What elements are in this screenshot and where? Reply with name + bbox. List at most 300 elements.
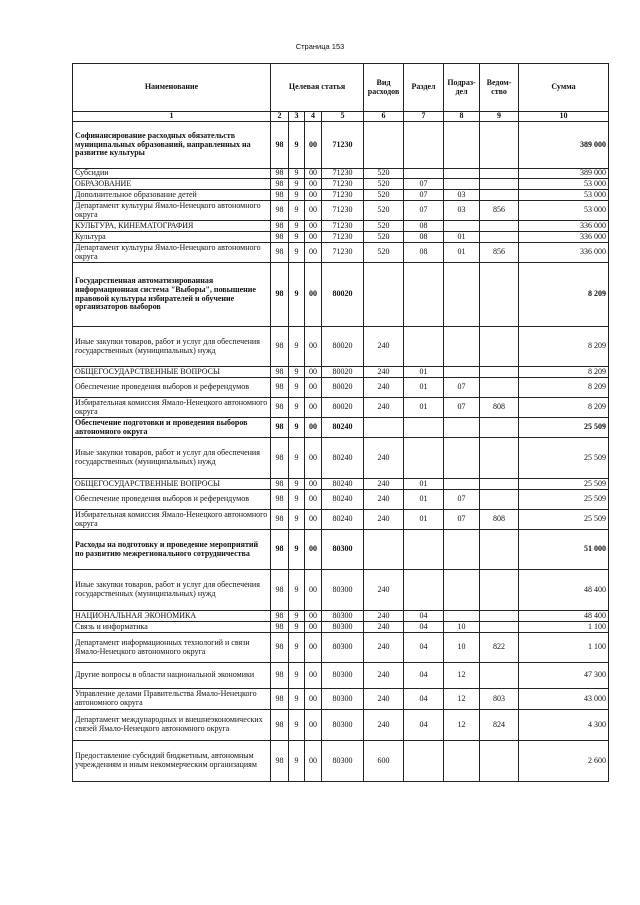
table-row bbox=[73, 243, 609, 263]
group-code-cell: 00 bbox=[305, 232, 322, 243]
department-cell bbox=[480, 232, 519, 243]
section-cell: 01 bbox=[404, 490, 444, 510]
table-row bbox=[73, 490, 609, 510]
subprogram-code-cell: 9 bbox=[289, 490, 305, 510]
subsection-cell: 07 bbox=[444, 398, 480, 418]
table-row bbox=[73, 263, 609, 327]
expense-type-cell: 240 bbox=[364, 510, 404, 530]
row-name-cell: Обеспечение проведения выборов и референдумов bbox=[73, 490, 271, 510]
row-name-cell: Софинансирование расходных обязательств муниципальных образований, направленных на развитие культуры bbox=[73, 122, 271, 169]
row-name-cell: Связь и информатика bbox=[73, 622, 271, 633]
expense-type-cell: 240 bbox=[364, 378, 404, 398]
amount-cell: 25 509 bbox=[519, 510, 609, 530]
group-code-cell: 00 bbox=[305, 438, 322, 479]
subprogram-code-cell: 9 bbox=[289, 378, 305, 398]
department-cell bbox=[480, 190, 519, 201]
column-number-row bbox=[73, 112, 609, 122]
subprogram-code-cell: 9 bbox=[289, 243, 305, 263]
subsection-cell: 12 bbox=[444, 663, 480, 689]
program-code-cell: 98 bbox=[271, 689, 289, 710]
program-code-cell: 98 bbox=[271, 263, 289, 327]
subsection-cell bbox=[444, 741, 480, 782]
department-cell bbox=[480, 122, 519, 169]
column-number: 10 bbox=[519, 112, 609, 122]
program-code-cell: 98 bbox=[271, 327, 289, 367]
group-code-cell: 00 bbox=[305, 327, 322, 367]
group-code-cell: 00 bbox=[305, 221, 322, 232]
subprogram-code-cell: 9 bbox=[289, 633, 305, 663]
table-row bbox=[73, 438, 609, 479]
amount-cell: 48 400 bbox=[519, 570, 609, 611]
row-name-cell: Управление делами Правительства Ямало-Ненецкого автономного округа bbox=[73, 689, 271, 710]
expense-type-cell: 520 bbox=[364, 221, 404, 232]
department-cell: 808 bbox=[480, 510, 519, 530]
program-code-cell: 98 bbox=[271, 201, 289, 221]
table-row bbox=[73, 122, 609, 169]
department-cell bbox=[480, 169, 519, 179]
program-code-cell: 98 bbox=[271, 710, 289, 741]
header-target: Целевая статья bbox=[271, 64, 364, 112]
item-code-cell: 71230 bbox=[322, 179, 364, 190]
item-code-cell: 71230 bbox=[322, 201, 364, 221]
group-code-cell: 00 bbox=[305, 378, 322, 398]
table-row bbox=[73, 622, 609, 633]
row-name-cell: Департамент информационных технологий и связи Ямало-Ненецкого автономного округа bbox=[73, 633, 271, 663]
column-number: 4 bbox=[305, 112, 322, 122]
group-code-cell: 00 bbox=[305, 741, 322, 782]
department-cell: 856 bbox=[480, 243, 519, 263]
table-row bbox=[73, 710, 609, 741]
table-row bbox=[73, 378, 609, 398]
column-number: 2 bbox=[271, 112, 289, 122]
program-code-cell: 98 bbox=[271, 622, 289, 633]
subsection-cell: 12 bbox=[444, 689, 480, 710]
header-razdel: Раздел bbox=[404, 64, 444, 112]
amount-cell: 48 400 bbox=[519, 611, 609, 622]
group-code-cell: 00 bbox=[305, 622, 322, 633]
row-name-cell: Департамент культуры Ямало-Ненецкого автономного округа bbox=[73, 243, 271, 263]
row-name-cell: Обеспечение проведения выборов и референдумов bbox=[73, 378, 271, 398]
section-cell bbox=[404, 418, 444, 438]
item-code-cell: 80300 bbox=[322, 741, 364, 782]
row-name-cell: ОБРАЗОВАНИЕ bbox=[73, 179, 271, 190]
subsection-cell: 10 bbox=[444, 622, 480, 633]
item-code-cell: 71230 bbox=[322, 122, 364, 169]
table-row bbox=[73, 479, 609, 490]
group-code-cell: 00 bbox=[305, 663, 322, 689]
subprogram-code-cell: 9 bbox=[289, 263, 305, 327]
amount-cell: 8 209 bbox=[519, 263, 609, 327]
expense-type-cell: 520 bbox=[364, 190, 404, 201]
subprogram-code-cell: 9 bbox=[289, 611, 305, 622]
page-number-label: Страница 153 bbox=[295, 42, 345, 51]
row-name-cell: Иные закупки товаров, работ и услуг для обеспечения государственных (муниципальных) нужд bbox=[73, 570, 271, 611]
subsection-cell bbox=[444, 530, 480, 570]
subprogram-code-cell: 9 bbox=[289, 438, 305, 479]
subsection-cell: 03 bbox=[444, 190, 480, 201]
subprogram-code-cell: 9 bbox=[289, 367, 305, 378]
row-name-cell: ОБЩЕГОСУДАРСТВЕННЫЕ ВОПРОСЫ bbox=[73, 479, 271, 490]
program-code-cell: 98 bbox=[271, 367, 289, 378]
column-number: 9 bbox=[480, 112, 519, 122]
department-cell bbox=[480, 179, 519, 190]
item-code-cell: 80020 bbox=[322, 263, 364, 327]
department-cell: 824 bbox=[480, 710, 519, 741]
item-code-cell: 80240 bbox=[322, 438, 364, 479]
subsection-cell: 07 bbox=[444, 378, 480, 398]
table-row bbox=[73, 179, 609, 190]
amount-cell: 1 100 bbox=[519, 622, 609, 633]
department-cell: 822 bbox=[480, 633, 519, 663]
header-vid: Вид расходов bbox=[364, 64, 404, 112]
subprogram-code-cell: 9 bbox=[289, 479, 305, 490]
group-code-cell: 00 bbox=[305, 398, 322, 418]
subsection-cell bbox=[444, 122, 480, 169]
subsection-cell bbox=[444, 611, 480, 622]
column-number: 3 bbox=[289, 112, 305, 122]
amount-cell: 389 000 bbox=[519, 169, 609, 179]
amount-cell: 1 100 bbox=[519, 633, 609, 663]
subsection-cell bbox=[444, 479, 480, 490]
subsection-cell: 07 bbox=[444, 510, 480, 530]
budget-table bbox=[72, 63, 609, 782]
item-code-cell: 80300 bbox=[322, 689, 364, 710]
expense-type-cell: 240 bbox=[364, 479, 404, 490]
subsection-cell bbox=[444, 263, 480, 327]
expense-type-cell: 240 bbox=[364, 398, 404, 418]
row-name-cell: КУЛЬТУРА, КИНЕМАТОГРАФИЯ bbox=[73, 221, 271, 232]
row-name-cell: Расходы на подготовку и проведение мероприятий по развитию межрегионального сотрудничества bbox=[73, 530, 271, 570]
table-row bbox=[73, 633, 609, 663]
subsection-cell bbox=[444, 570, 480, 611]
department-cell bbox=[480, 570, 519, 611]
row-name-cell: Избирательная комиссия Ямало-Ненецкого автономного округа bbox=[73, 398, 271, 418]
program-code-cell: 98 bbox=[271, 232, 289, 243]
amount-cell: 336 000 bbox=[519, 221, 609, 232]
section-cell: 01 bbox=[404, 479, 444, 490]
subsection-cell bbox=[444, 367, 480, 378]
subsection-cell bbox=[444, 438, 480, 479]
group-code-cell: 00 bbox=[305, 710, 322, 741]
subsection-cell bbox=[444, 221, 480, 232]
row-name-cell: Иные закупки товаров, работ и услуг для обеспечения государственных (муниципальных) нужд bbox=[73, 327, 271, 367]
amount-cell: 8 209 bbox=[519, 398, 609, 418]
section-cell bbox=[404, 530, 444, 570]
subprogram-code-cell: 9 bbox=[289, 530, 305, 570]
table-row bbox=[73, 232, 609, 243]
row-name-cell: Дополнительное образование детей bbox=[73, 190, 271, 201]
department-cell: 803 bbox=[480, 689, 519, 710]
subprogram-code-cell: 9 bbox=[289, 418, 305, 438]
department-cell: 808 bbox=[480, 398, 519, 418]
section-cell bbox=[404, 169, 444, 179]
expense-type-cell: 240 bbox=[364, 570, 404, 611]
subprogram-code-cell: 9 bbox=[289, 689, 305, 710]
subsection-cell bbox=[444, 169, 480, 179]
subprogram-code-cell: 9 bbox=[289, 122, 305, 169]
amount-cell: 2 600 bbox=[519, 741, 609, 782]
subprogram-code-cell: 9 bbox=[289, 221, 305, 232]
section-cell: 04 bbox=[404, 622, 444, 633]
department-cell bbox=[480, 663, 519, 689]
group-code-cell: 00 bbox=[305, 633, 322, 663]
section-cell: 04 bbox=[404, 689, 444, 710]
section-cell: 07 bbox=[404, 201, 444, 221]
department-cell bbox=[480, 741, 519, 782]
section-cell bbox=[404, 263, 444, 327]
department-cell bbox=[480, 378, 519, 398]
program-code-cell: 98 bbox=[271, 122, 289, 169]
subprogram-code-cell: 9 bbox=[289, 190, 305, 201]
amount-cell: 8 209 bbox=[519, 367, 609, 378]
expense-type-cell bbox=[364, 530, 404, 570]
program-code-cell: 98 bbox=[271, 398, 289, 418]
item-code-cell: 80240 bbox=[322, 418, 364, 438]
column-number: 7 bbox=[404, 112, 444, 122]
section-cell bbox=[404, 327, 444, 367]
subprogram-code-cell: 9 bbox=[289, 741, 305, 782]
table-row bbox=[73, 570, 609, 611]
column-number: 8 bbox=[444, 112, 480, 122]
section-cell bbox=[404, 741, 444, 782]
subsection-cell: 01 bbox=[444, 232, 480, 243]
expense-type-cell: 240 bbox=[364, 663, 404, 689]
expense-type-cell: 240 bbox=[364, 710, 404, 741]
item-code-cell: 71230 bbox=[322, 190, 364, 201]
department-cell: 856 bbox=[480, 201, 519, 221]
program-code-cell: 98 bbox=[271, 221, 289, 232]
amount-cell: 25 509 bbox=[519, 490, 609, 510]
item-code-cell: 80020 bbox=[322, 327, 364, 367]
program-code-cell: 98 bbox=[271, 378, 289, 398]
section-cell: 04 bbox=[404, 633, 444, 663]
program-code-cell: 98 bbox=[271, 179, 289, 190]
item-code-cell: 80020 bbox=[322, 398, 364, 418]
group-code-cell: 00 bbox=[305, 510, 322, 530]
amount-cell: 4 300 bbox=[519, 710, 609, 741]
table-row bbox=[73, 663, 609, 689]
subsection-cell: 10 bbox=[444, 633, 480, 663]
row-name-cell: Избирательная комиссия Ямало-Ненецкого автономного округа bbox=[73, 510, 271, 530]
row-name-cell: Культура bbox=[73, 232, 271, 243]
subprogram-code-cell: 9 bbox=[289, 510, 305, 530]
expense-type-cell bbox=[364, 263, 404, 327]
group-code-cell: 00 bbox=[305, 689, 322, 710]
table-row bbox=[73, 221, 609, 232]
department-cell bbox=[480, 622, 519, 633]
program-code-cell: 98 bbox=[271, 510, 289, 530]
table-row bbox=[73, 741, 609, 782]
subprogram-code-cell: 9 bbox=[289, 622, 305, 633]
table-row bbox=[73, 398, 609, 418]
section-cell bbox=[404, 438, 444, 479]
item-code-cell: 80240 bbox=[322, 479, 364, 490]
item-code-cell: 80300 bbox=[322, 611, 364, 622]
section-cell bbox=[404, 122, 444, 169]
program-code-cell: 98 bbox=[271, 611, 289, 622]
department-cell bbox=[480, 327, 519, 367]
table-row bbox=[73, 327, 609, 367]
expense-type-cell: 240 bbox=[364, 490, 404, 510]
amount-cell: 25 509 bbox=[519, 438, 609, 479]
header-row bbox=[73, 64, 609, 112]
department-cell bbox=[480, 418, 519, 438]
row-name-cell: ОБЩЕГОСУДАРСТВЕННЫЕ ВОПРОСЫ bbox=[73, 367, 271, 378]
row-name-cell: Департамент культуры Ямало-Ненецкого автономного округа bbox=[73, 201, 271, 221]
expense-type-cell: 240 bbox=[364, 327, 404, 367]
amount-cell: 25 509 bbox=[519, 479, 609, 490]
expense-type-cell: 240 bbox=[364, 689, 404, 710]
row-name-cell: Предоставление субсидий бюджетным, автономным учреждениям и иным некоммерческим организациям bbox=[73, 741, 271, 782]
item-code-cell: 71230 bbox=[322, 221, 364, 232]
program-code-cell: 98 bbox=[271, 741, 289, 782]
subprogram-code-cell: 9 bbox=[289, 327, 305, 367]
group-code-cell: 00 bbox=[305, 263, 322, 327]
section-cell: 04 bbox=[404, 663, 444, 689]
column-number: 1 bbox=[73, 112, 271, 122]
expense-type-cell: 240 bbox=[364, 633, 404, 663]
group-code-cell: 00 bbox=[305, 243, 322, 263]
amount-cell: 47 300 bbox=[519, 663, 609, 689]
item-code-cell: 80300 bbox=[322, 622, 364, 633]
subprogram-code-cell: 9 bbox=[289, 663, 305, 689]
program-code-cell: 98 bbox=[271, 663, 289, 689]
group-code-cell: 00 bbox=[305, 418, 322, 438]
row-name-cell: Обеспечение подготовки и проведения выборов автономного округа bbox=[73, 418, 271, 438]
expense-type-cell bbox=[364, 122, 404, 169]
section-cell: 01 bbox=[404, 398, 444, 418]
section-cell: 07 bbox=[404, 190, 444, 201]
item-code-cell: 80300 bbox=[322, 663, 364, 689]
subsection-cell bbox=[444, 327, 480, 367]
section-cell: 01 bbox=[404, 378, 444, 398]
group-code-cell: 00 bbox=[305, 179, 322, 190]
group-code-cell: 00 bbox=[305, 530, 322, 570]
amount-cell: 336 000 bbox=[519, 243, 609, 263]
subsection-cell bbox=[444, 179, 480, 190]
subprogram-code-cell: 9 bbox=[289, 398, 305, 418]
program-code-cell: 98 bbox=[271, 169, 289, 179]
expense-type-cell: 520 bbox=[364, 243, 404, 263]
section-cell: 04 bbox=[404, 710, 444, 741]
table-row bbox=[73, 530, 609, 570]
table-row bbox=[73, 510, 609, 530]
section-cell: 07 bbox=[404, 179, 444, 190]
expense-type-cell: 240 bbox=[364, 622, 404, 633]
group-code-cell: 00 bbox=[305, 611, 322, 622]
header-podrazdel: Подраз-дел bbox=[444, 64, 480, 112]
expense-type-cell: 520 bbox=[364, 169, 404, 179]
program-code-cell: 98 bbox=[271, 570, 289, 611]
group-code-cell: 00 bbox=[305, 201, 322, 221]
expense-type-cell: 240 bbox=[364, 438, 404, 479]
section-cell: 04 bbox=[404, 611, 444, 622]
expense-type-cell bbox=[364, 418, 404, 438]
item-code-cell: 80300 bbox=[322, 530, 364, 570]
department-cell bbox=[480, 221, 519, 232]
amount-cell: 336 000 bbox=[519, 232, 609, 243]
item-code-cell: 71230 bbox=[322, 169, 364, 179]
department-cell bbox=[480, 490, 519, 510]
group-code-cell: 00 bbox=[305, 190, 322, 201]
department-cell bbox=[480, 530, 519, 570]
subsection-cell: 03 bbox=[444, 201, 480, 221]
program-code-cell: 98 bbox=[271, 438, 289, 479]
table-row bbox=[73, 201, 609, 221]
expense-type-cell: 240 bbox=[364, 611, 404, 622]
department-cell bbox=[480, 611, 519, 622]
table-row bbox=[73, 190, 609, 201]
subsection-cell: 01 bbox=[444, 243, 480, 263]
item-code-cell: 80240 bbox=[322, 510, 364, 530]
item-code-cell: 80020 bbox=[322, 367, 364, 378]
group-code-cell: 00 bbox=[305, 490, 322, 510]
row-name-cell: Департамент международных и внешнеэкономических связей Ямало-Ненецкого автономного округа bbox=[73, 710, 271, 741]
row-name-cell: Другие вопросы в области национальной экономики bbox=[73, 663, 271, 689]
section-cell: 01 bbox=[404, 510, 444, 530]
header-summa: Сумма bbox=[519, 64, 609, 112]
group-code-cell: 00 bbox=[305, 570, 322, 611]
section-cell bbox=[404, 570, 444, 611]
subsection-cell bbox=[444, 418, 480, 438]
program-code-cell: 98 bbox=[271, 243, 289, 263]
subprogram-code-cell: 9 bbox=[289, 179, 305, 190]
group-code-cell: 00 bbox=[305, 122, 322, 169]
program-code-cell: 98 bbox=[271, 530, 289, 570]
program-code-cell: 98 bbox=[271, 418, 289, 438]
column-number: 5 bbox=[322, 112, 364, 122]
column-number: 6 bbox=[364, 112, 404, 122]
subprogram-code-cell: 9 bbox=[289, 169, 305, 179]
program-code-cell: 98 bbox=[271, 633, 289, 663]
amount-cell: 53 000 bbox=[519, 190, 609, 201]
expense-type-cell: 520 bbox=[364, 232, 404, 243]
table-row bbox=[73, 169, 609, 179]
amount-cell: 8 209 bbox=[519, 327, 609, 367]
subprogram-code-cell: 9 bbox=[289, 710, 305, 741]
table-row bbox=[73, 689, 609, 710]
subsection-cell: 12 bbox=[444, 710, 480, 741]
subprogram-code-cell: 9 bbox=[289, 570, 305, 611]
item-code-cell: 80300 bbox=[322, 633, 364, 663]
header-vedomstvo: Ведом-ство bbox=[480, 64, 519, 112]
subsection-cell: 07 bbox=[444, 490, 480, 510]
subprogram-code-cell: 9 bbox=[289, 232, 305, 243]
program-code-cell: 98 bbox=[271, 190, 289, 201]
item-code-cell: 80240 bbox=[322, 490, 364, 510]
amount-cell: 51 000 bbox=[519, 530, 609, 570]
section-cell: 08 bbox=[404, 232, 444, 243]
expense-type-cell: 520 bbox=[364, 201, 404, 221]
header-name: Наименование bbox=[73, 64, 271, 112]
amount-cell: 53 000 bbox=[519, 179, 609, 190]
item-code-cell: 80300 bbox=[322, 570, 364, 611]
item-code-cell: 80020 bbox=[322, 378, 364, 398]
department-cell bbox=[480, 438, 519, 479]
amount-cell: 43 000 bbox=[519, 689, 609, 710]
item-code-cell: 71230 bbox=[322, 243, 364, 263]
table-row bbox=[73, 367, 609, 378]
department-cell bbox=[480, 479, 519, 490]
expense-type-cell: 600 bbox=[364, 741, 404, 782]
department-cell bbox=[480, 263, 519, 327]
row-name-cell: Иные закупки товаров, работ и услуг для обеспечения государственных (муниципальных) нужд bbox=[73, 438, 271, 479]
row-name-cell: Государственная автоматизированная информационная система "Выборы", повышение правовой культуры избирателей и обучение организаторов выборов bbox=[73, 263, 271, 327]
program-code-cell: 98 bbox=[271, 490, 289, 510]
amount-cell: 8 209 bbox=[519, 378, 609, 398]
section-cell: 08 bbox=[404, 243, 444, 263]
row-name-cell: Субсидии bbox=[73, 169, 271, 179]
